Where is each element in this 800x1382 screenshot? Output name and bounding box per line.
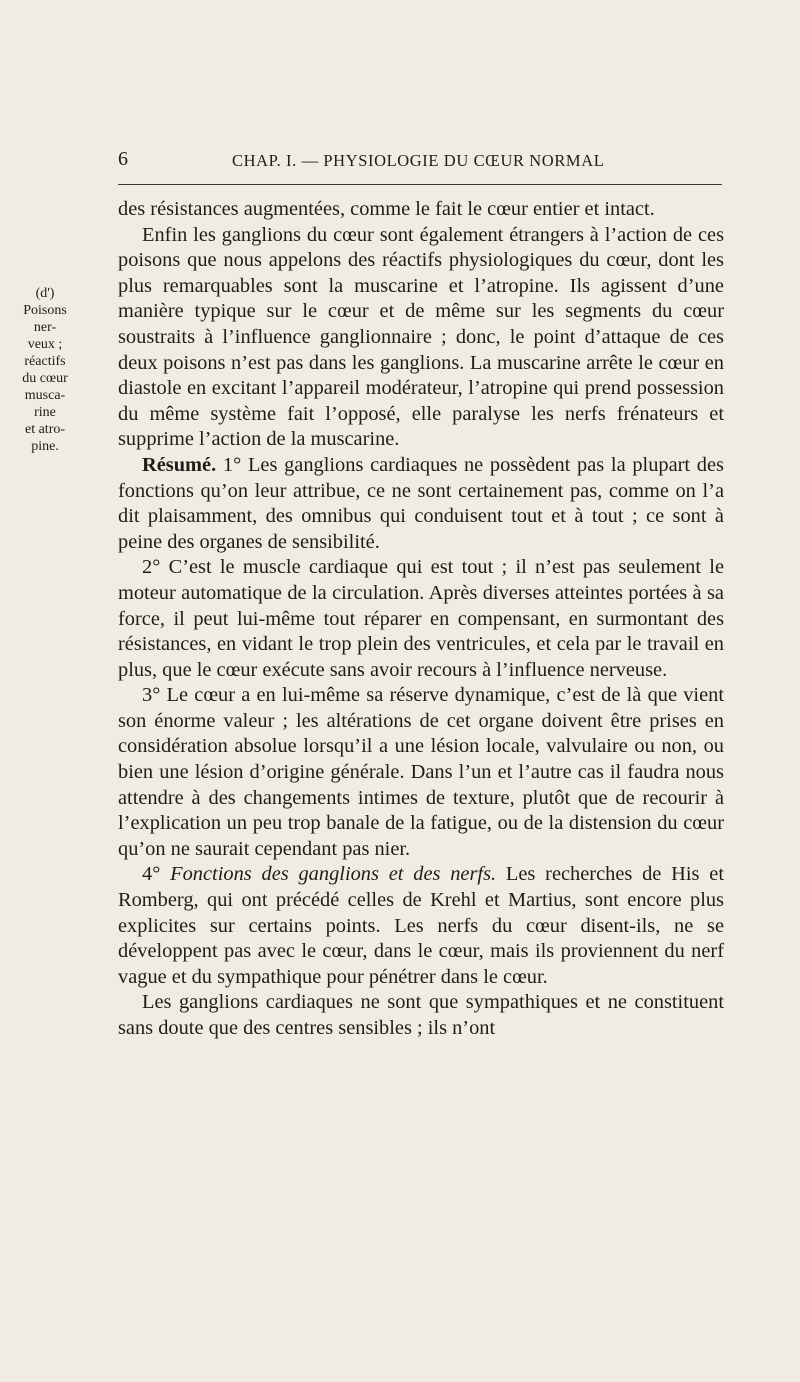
paragraph-poisons: Enfin les ganglions du cœur sont également étrangers à l’action de ces poisons que nous appelons des réactifs physiologiques du cœur, dont les plus remarquables sont la muscarine et l’atropine. Ils agissent d’une manière typique sur le cœur et de même sur les segments du cœur soustraits à l’influence ganglionnaire ; donc, le point d’attaque de ces deux poisons n’est pas dans les ganglions. La muscarine arrête le cœur en diastole en excitant l’appareil modérateur, l’atropine qui prend possession du même système fait l’opposé, elle paralyse les nerfs frénateurs et supprime l’action de la muscarine.: [118, 223, 724, 451]
paragraph-continuation: des résistances augmentées, comme le fait le cœur entier et intact.: [118, 198, 655, 220]
margin-note-line: (d'): [35, 286, 55, 301]
paragraph-resume-3: 3° Le cœur a en lui-même sa réserve dynamique, c’est de là que vient son énorme valeur ; les altérations de cet organe doivent être prises en considération absolue lorsqu’il a une lésion locale, valvulaire ou non, ou bien une lésion d’origine générale. Dans l’un et l’autre cas il faudra nous attendre à des changements intimes de texture, plutôt que de recourir à l’explication un peu trop banale de la fatigue, ou de la distension du cœur qu’on ne saurait cependant pas nier.: [118, 684, 724, 860]
margin-note-line: musca-: [24, 388, 66, 403]
resume-label: Résumé.: [142, 453, 217, 476]
margin-note-line: ner-: [33, 320, 57, 335]
fonctions-text: Les recherches de His et Romberg, qui ont précédé celles de Krehl et Martius, sont encore plus explicites sur certains points. Les nerfs du cœur disent-ils, ne se développent pas avec le cœur, dans le cœur, mais ils proviennent du nerf vague et du sympathique pour pénétrer dans le cœur.: [118, 863, 724, 988]
page-header: [118, 148, 738, 174]
margin-note: [6, 285, 84, 455]
margin-note-line: du cœur: [22, 371, 68, 386]
paragraph-resume-1: [118, 453, 724, 555]
body-text: [118, 197, 724, 1042]
header-rule: [118, 184, 722, 185]
margin-note-line: et atro-: [24, 422, 66, 437]
margin-note-line: rine: [34, 405, 56, 420]
section-number: 4°: [142, 863, 171, 886]
margin-note-line: pine.: [31, 439, 59, 454]
margin-note-line: Poisons: [23, 303, 67, 318]
section-title: Fonctions des ganglions et des nerfs.: [170, 863, 497, 886]
resume-1-text: 1° Les ganglions cardiaques ne possèdent pas la plupart des fonctions qu’on leur attribue, ce ne sont certainement pas, comme on l’a dit plaisamment, des omnibus qui conduisent tout et à tout ; ce sont à peine des organes de sensibilité.: [118, 453, 724, 553]
margin-note-line: veux ;: [27, 337, 63, 352]
paragraph-fonctions: [118, 862, 724, 990]
paragraph-ganglions: Les ganglions cardiaques ne sont que sympathiques et ne constituent sans doute que des centres sensibles ; ils n’ont: [118, 991, 724, 1039]
running-title: CHAP. I. — PHYSIOLOGIE DU CŒUR NORMAL: [232, 151, 605, 170]
margin-note-line: réactifs: [24, 354, 66, 369]
paragraph-resume-2: 2° C’est le muscle cardiaque qui est tout ; il n’est pas seulement le moteur automatique de la circulation. Après diverses atteintes portées à sa force, il peut lui-même tout réparer en compensant, en surmontant des résistances, en vidant le trop plein des ventricules, et cela par le travail en plus, que le cœur exécute sans avoir recours à l’influence nerveuse.: [118, 556, 724, 681]
page-number: 6: [118, 148, 128, 170]
